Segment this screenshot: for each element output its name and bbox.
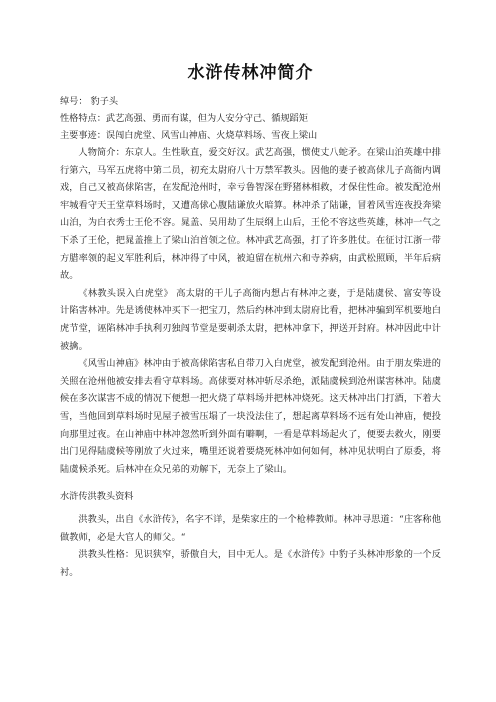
white-tiger-hall-paragraph: 《林教头误入白虎堂》 高太尉的干儿子高衙内想占有林冲之妻，于是陆虞侯、富安等设计陷害林冲。先是诱使林冲买下一把宝刀，然后约林冲到太尉府比看，把林冲骗到军机要地白虎节堂，诬陷林冲手执利刃独闯节堂是要刺杀太尉，把林冲拿下，押送开封府。林冲因此中计被擒。	[60, 287, 441, 352]
snow-temple-paragraph: 《风雪山神庙》林冲由于被高俅陷害私自带刀入白虎堂，被发配到沧州。由于朋友柴进的关照在沧州他被安排去看守草料场。高俅要对林冲斩尽杀绝，派陆虞候到沧州谋害林冲。陆虞候在多次谋害不成的情况下便想一把火烧了草料场并把林冲烧死。这天林冲出门打酒，下着大雪，当他回到草料场时见屋子被雪压塌了一块没法住了，想起离草料场不远有处山神庙，便投向那里过夜。在山神庙中林冲忽然听到外面有噼啊，一看是草料场起火了，便要去救火，刚要出门见得陆虞候等刚放了火过来，嘴里还说着要烧死林冲如何如何，林冲见状明白了原委，将陆虞候杀死。后林冲在众兄弟的劝解下，无奈上了梁山。	[60, 358, 441, 475]
nickname-line: 绰号： 豹子头	[60, 96, 119, 107]
hong-intro-paragraph: 洪教头，出自《水浒传》，名字不详，是柴家庄的一个枪棒教师。林冲寻思道：“庄客称他做教师，必是大官人的师父。“	[60, 514, 441, 543]
intro-paragraph: 人物简介：东京人。生性耿直，爱交好汉。武艺高强，惯使丈八蛇矛。在梁山泊英雄中排行第六，马军五虎将中第二员，初充太尉府八十万禁军教头。因他的妻子被高俅儿子高衙内调戏，自己又被高俅陷害，在发配沧州时，幸亏鲁智深在野猪林相救，才保住性命。被发配沧州牢城看守天王堂草料场时，又遭高俅心腹陆谦放火暗算。林冲杀了陆谦，冒着风雪连夜投奔梁山泊，为白衣秀士王伦不容。晁盖、吴用劫了生辰纲上山后，王伦不容这些英雄，林冲一气之下杀了王伦，把晁盖推上了梁山泊首领之位。林冲武艺高强，打了许多胜仗。在征讨江浙一带方腊率领的起义军胜利后，林冲得了中风，被迫留在杭州六和寺养病，由武松照顾，半年后病故。	[60, 147, 441, 282]
events-line: 主要事迹：误闯白虎堂、风雪山神庙、火烧草料场、雪夜上梁山	[60, 130, 318, 141]
traits-line: 性格特点：武艺高强、勇而有谋，但为人安分守己、循规蹈矩	[60, 113, 309, 124]
section-heading: 水浒传洪教头资料	[60, 491, 134, 503]
hong-traits-paragraph: 洪教头性格：见识狭窄，骄傲自大，目中无人。是《水浒传》中豹子头林冲形象的一个反衬。	[60, 549, 441, 579]
document-title: 水浒传林冲简介	[187, 63, 314, 83]
document-page	[60, 58, 441, 582]
